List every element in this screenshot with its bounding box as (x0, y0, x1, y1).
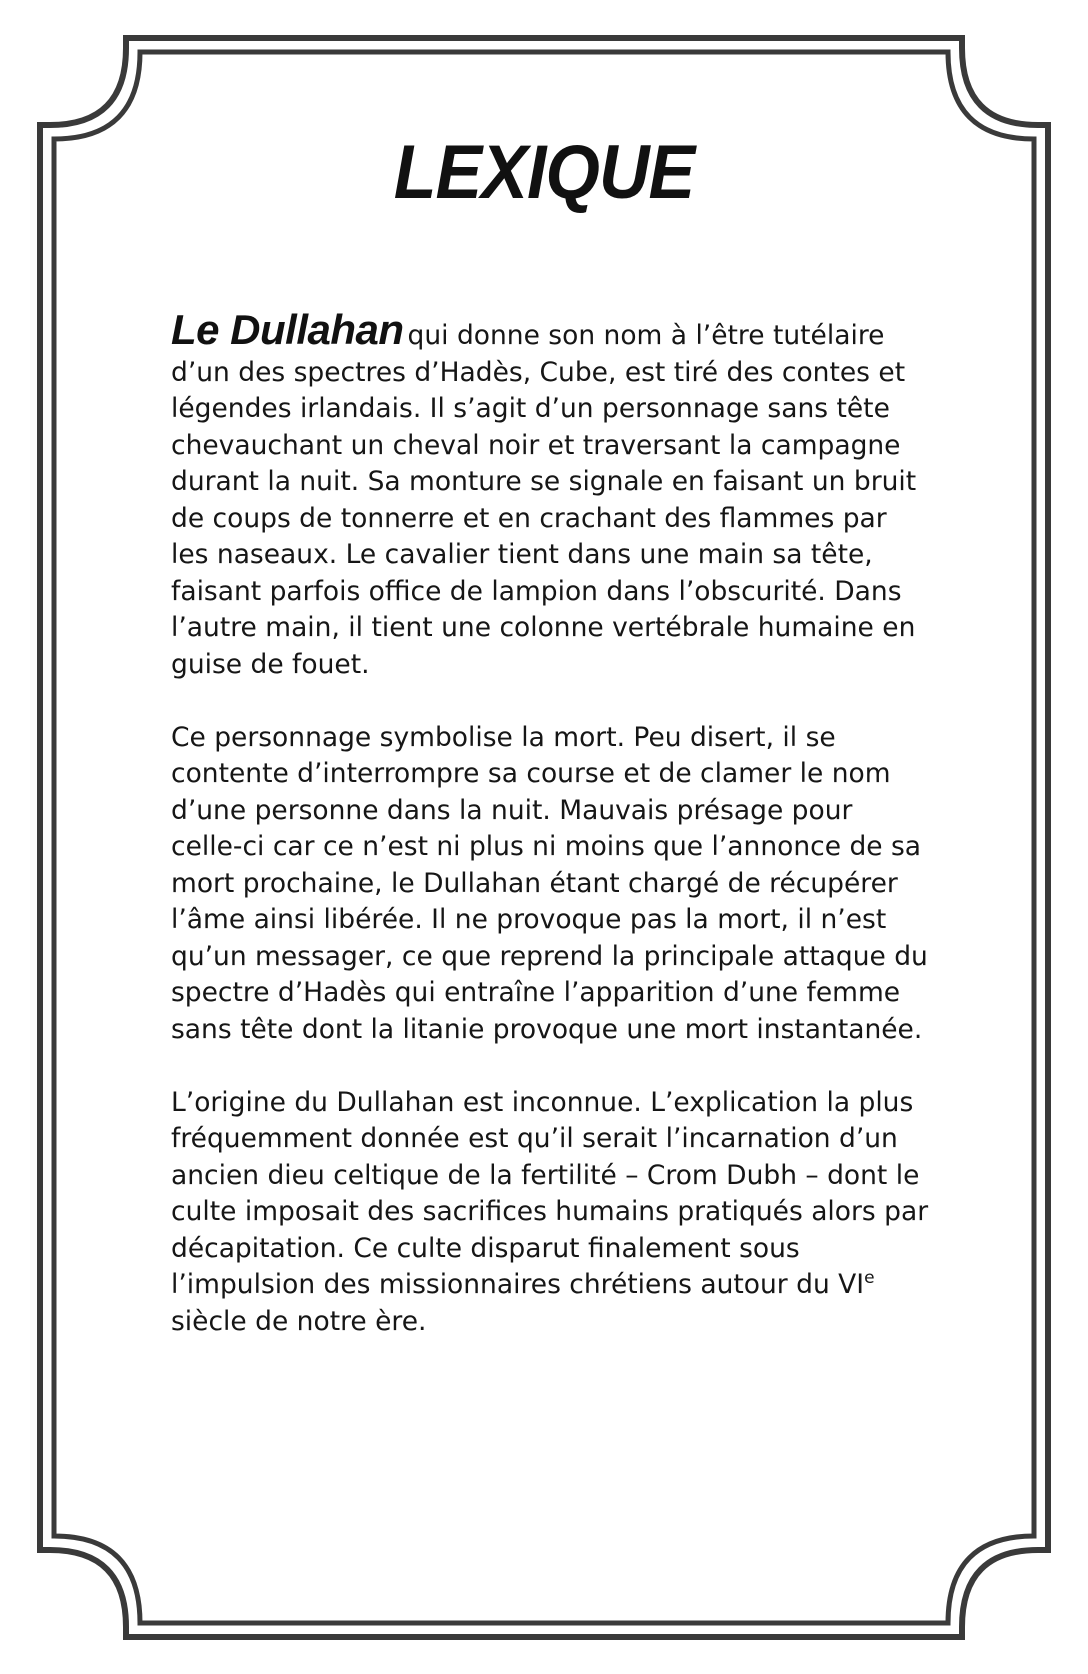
paragraph-1-text: qui donne son nom à l’être tutélaire d’un des spectres d’Hadès, Cube, est tiré des contes et légendes irlandais. Il s’agit d’un personnage sans tête chevauchant un cheval noir et traversant la campagne durant la nuit. Sa monture se signale en faisant un bruit de coups de tonnerre et en crachant des flammes par les naseaux. Le cavalier tient dans une main sa tête, faisant parfois office de lampion dans l’obscurité. Dans l’autre main, il tient une colonne vertébrale humaine en guise de fouet. (171, 320, 917, 680)
page-title: LEXIQUE (393, 130, 695, 215)
entry-paragraph-2: Ce personnage symbolise la mort. Peu disert, il se contente d’interrompre sa course et de clamer le nom d’une personne dans la nuit. Mauvais présage pour celle-ci car ce n’est ni plus ni moins que l’annonce de sa mort prochaine, le Dullahan étant chargé de récupérer l’âme ainsi libérée. Il ne provoque pas la mort, il n’est qu’un messager, ce que reprend la principale attaque du spectre d’Hadès qui entraîne l’apparition d’une femme sans tête dont la litanie provoque une mort instantanée. (171, 721, 928, 1045)
paragraph-3-ending: siècle de notre ère. (171, 1305, 427, 1337)
century-superscript: e (864, 1268, 875, 1289)
entry-paragraph-1 (171, 306, 931, 683)
paragraph-3-text: L’origine du Dullahan est inconnue. L’explication la plus fréquemment donnée est qu’il serait l’incarnation d’un ancien dieu celtique de la fertilité – Crom Dubh – dont le culte imposait des sacrifices humains pratiqués alors par décapitation. Ce culte disparut finalement sous l’impulsion des missionnaires chrétiens autour du VI (171, 1086, 929, 1300)
entry-term: Le Dullahan (171, 306, 404, 353)
entry-body (171, 306, 931, 1377)
entry-paragraph-3 (171, 1085, 931, 1341)
